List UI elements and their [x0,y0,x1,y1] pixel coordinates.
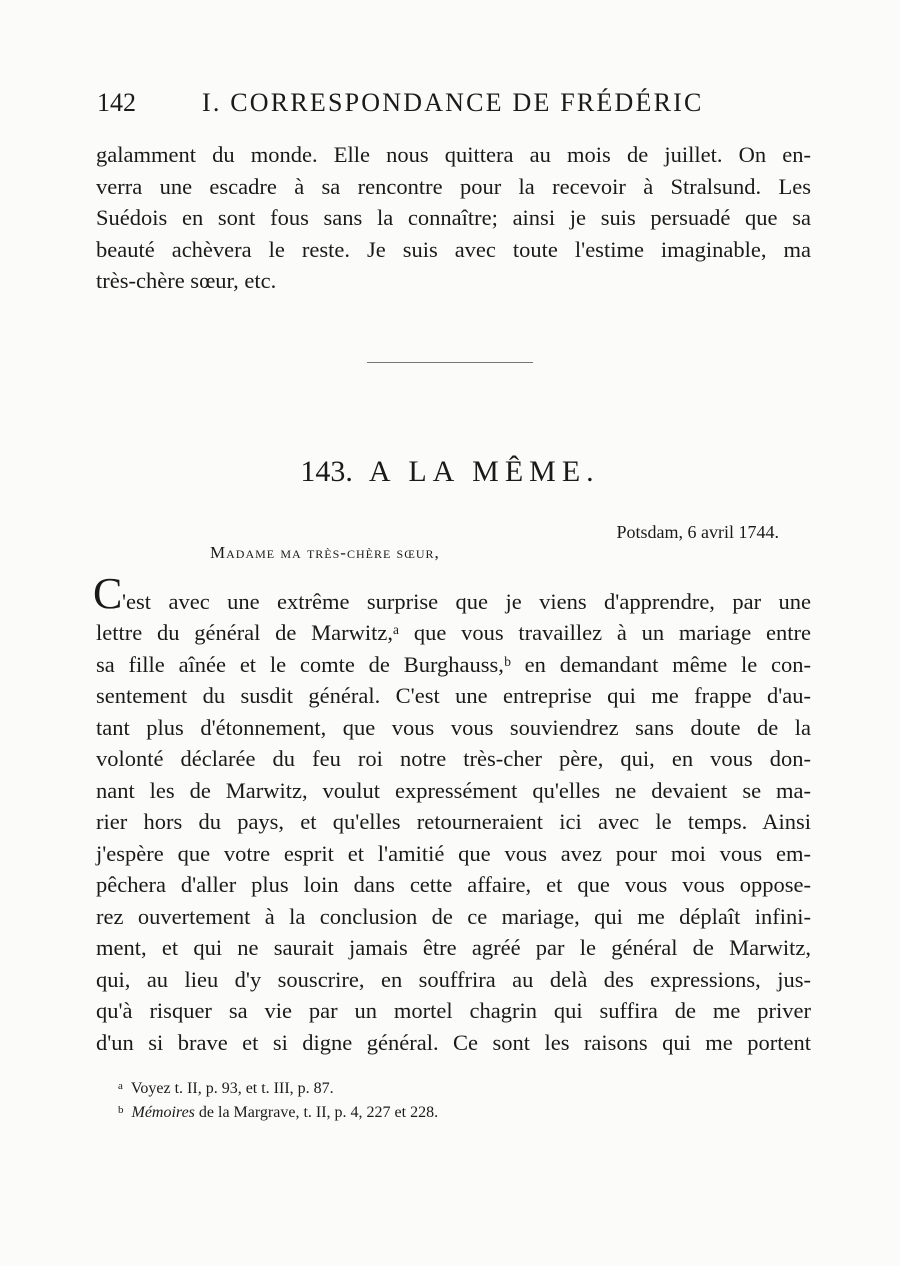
text-line: sa fille aînée et le comte de Burghauss,ᵇ en demandant même le con- [96,652,811,677]
page-number: 142 [97,88,136,117]
text-line: 'est avec une extrême surprise que je viens d'apprendre, par une [122,589,811,614]
text-line: rez ouvertement à la conclusion de ce mariage, qui me déplaît infini- [96,904,811,929]
footnote-text: de la Margrave, t. II, p. 4, 227 et 228. [194,1104,439,1121]
footnote-mark: a [118,1080,123,1092]
text-line: tant plus d'étonnement, que vous vous souviendrez sans doute de la [96,715,811,740]
text-line: ment, et qui ne saurait jamais être agréé par le général de Marwitz, [96,935,811,960]
salutation: Madame ma très-chère sœur, [210,543,440,562]
text-line: galamment du monde. Elle nous quittera au mois de juillet. On en- [96,142,811,167]
text-line: très-chère sœur, etc. [96,268,277,293]
text-line: Suédois en sont fous sans la connaître; ainsi je suis persuadé que sa [96,205,811,230]
drop-cap: C [93,569,123,618]
footnote-italic-title: Mémoires [131,1104,195,1121]
text-line: qui, au lieu d'y souscrire, en souffrira au delà des expressions, jus- [96,967,811,992]
footnote [118,1104,438,1122]
letter-number: 143. [300,455,353,488]
running-title: I. CORRESPONDANCE DE FRÉDÉRIC [202,88,704,117]
section-divider [367,362,533,363]
footnote-text: Voyez t. II, p. 93, et t. III, p. 87. [130,1080,334,1097]
text-line: j'espère que votre esprit et l'amitié que vous avez pour moi vous em- [96,841,811,866]
footnote-mark: b [118,1104,124,1116]
text-line: sentement du susdit général. C'est une entreprise qui me frappe d'au- [96,683,811,708]
letter-heading [0,455,900,489]
footnote [118,1080,334,1098]
text-line: volonté déclarée du feu roi notre très-cher père, qui, en vous don- [96,746,811,771]
text-line: verra une escadre à sa rencontre pour la recevoir à Stralsund. Les [96,174,811,199]
text-line: pêchera d'aller plus loin dans cette affaire, et que vous vous oppose- [96,872,811,897]
text-line: nant les de Marwitz, voulut expressément qu'elles ne devaient se ma- [96,778,811,803]
text-line: d'un si brave et si digne général. Ce sont les raisons qui me portent [96,1030,811,1055]
text-line: qu'à risquer sa vie par un mortel chagrin qui suffira de me priver [96,998,811,1023]
text-line: beauté achèvera le reste. Je suis avec toute l'estime imaginable, ma [96,237,811,262]
running-header [97,88,717,122]
letter-title: A LA MÊME. [368,455,600,488]
text-line: rier hors du pays, et qu'elles retourneraient ici avec le temps. Ainsi [96,809,811,834]
text-line: lettre du général de Marwitz,ᵃ que vous travaillez à un mariage entre [96,620,811,645]
dateline: Potsdam, 6 avril 1744. [616,522,779,542]
